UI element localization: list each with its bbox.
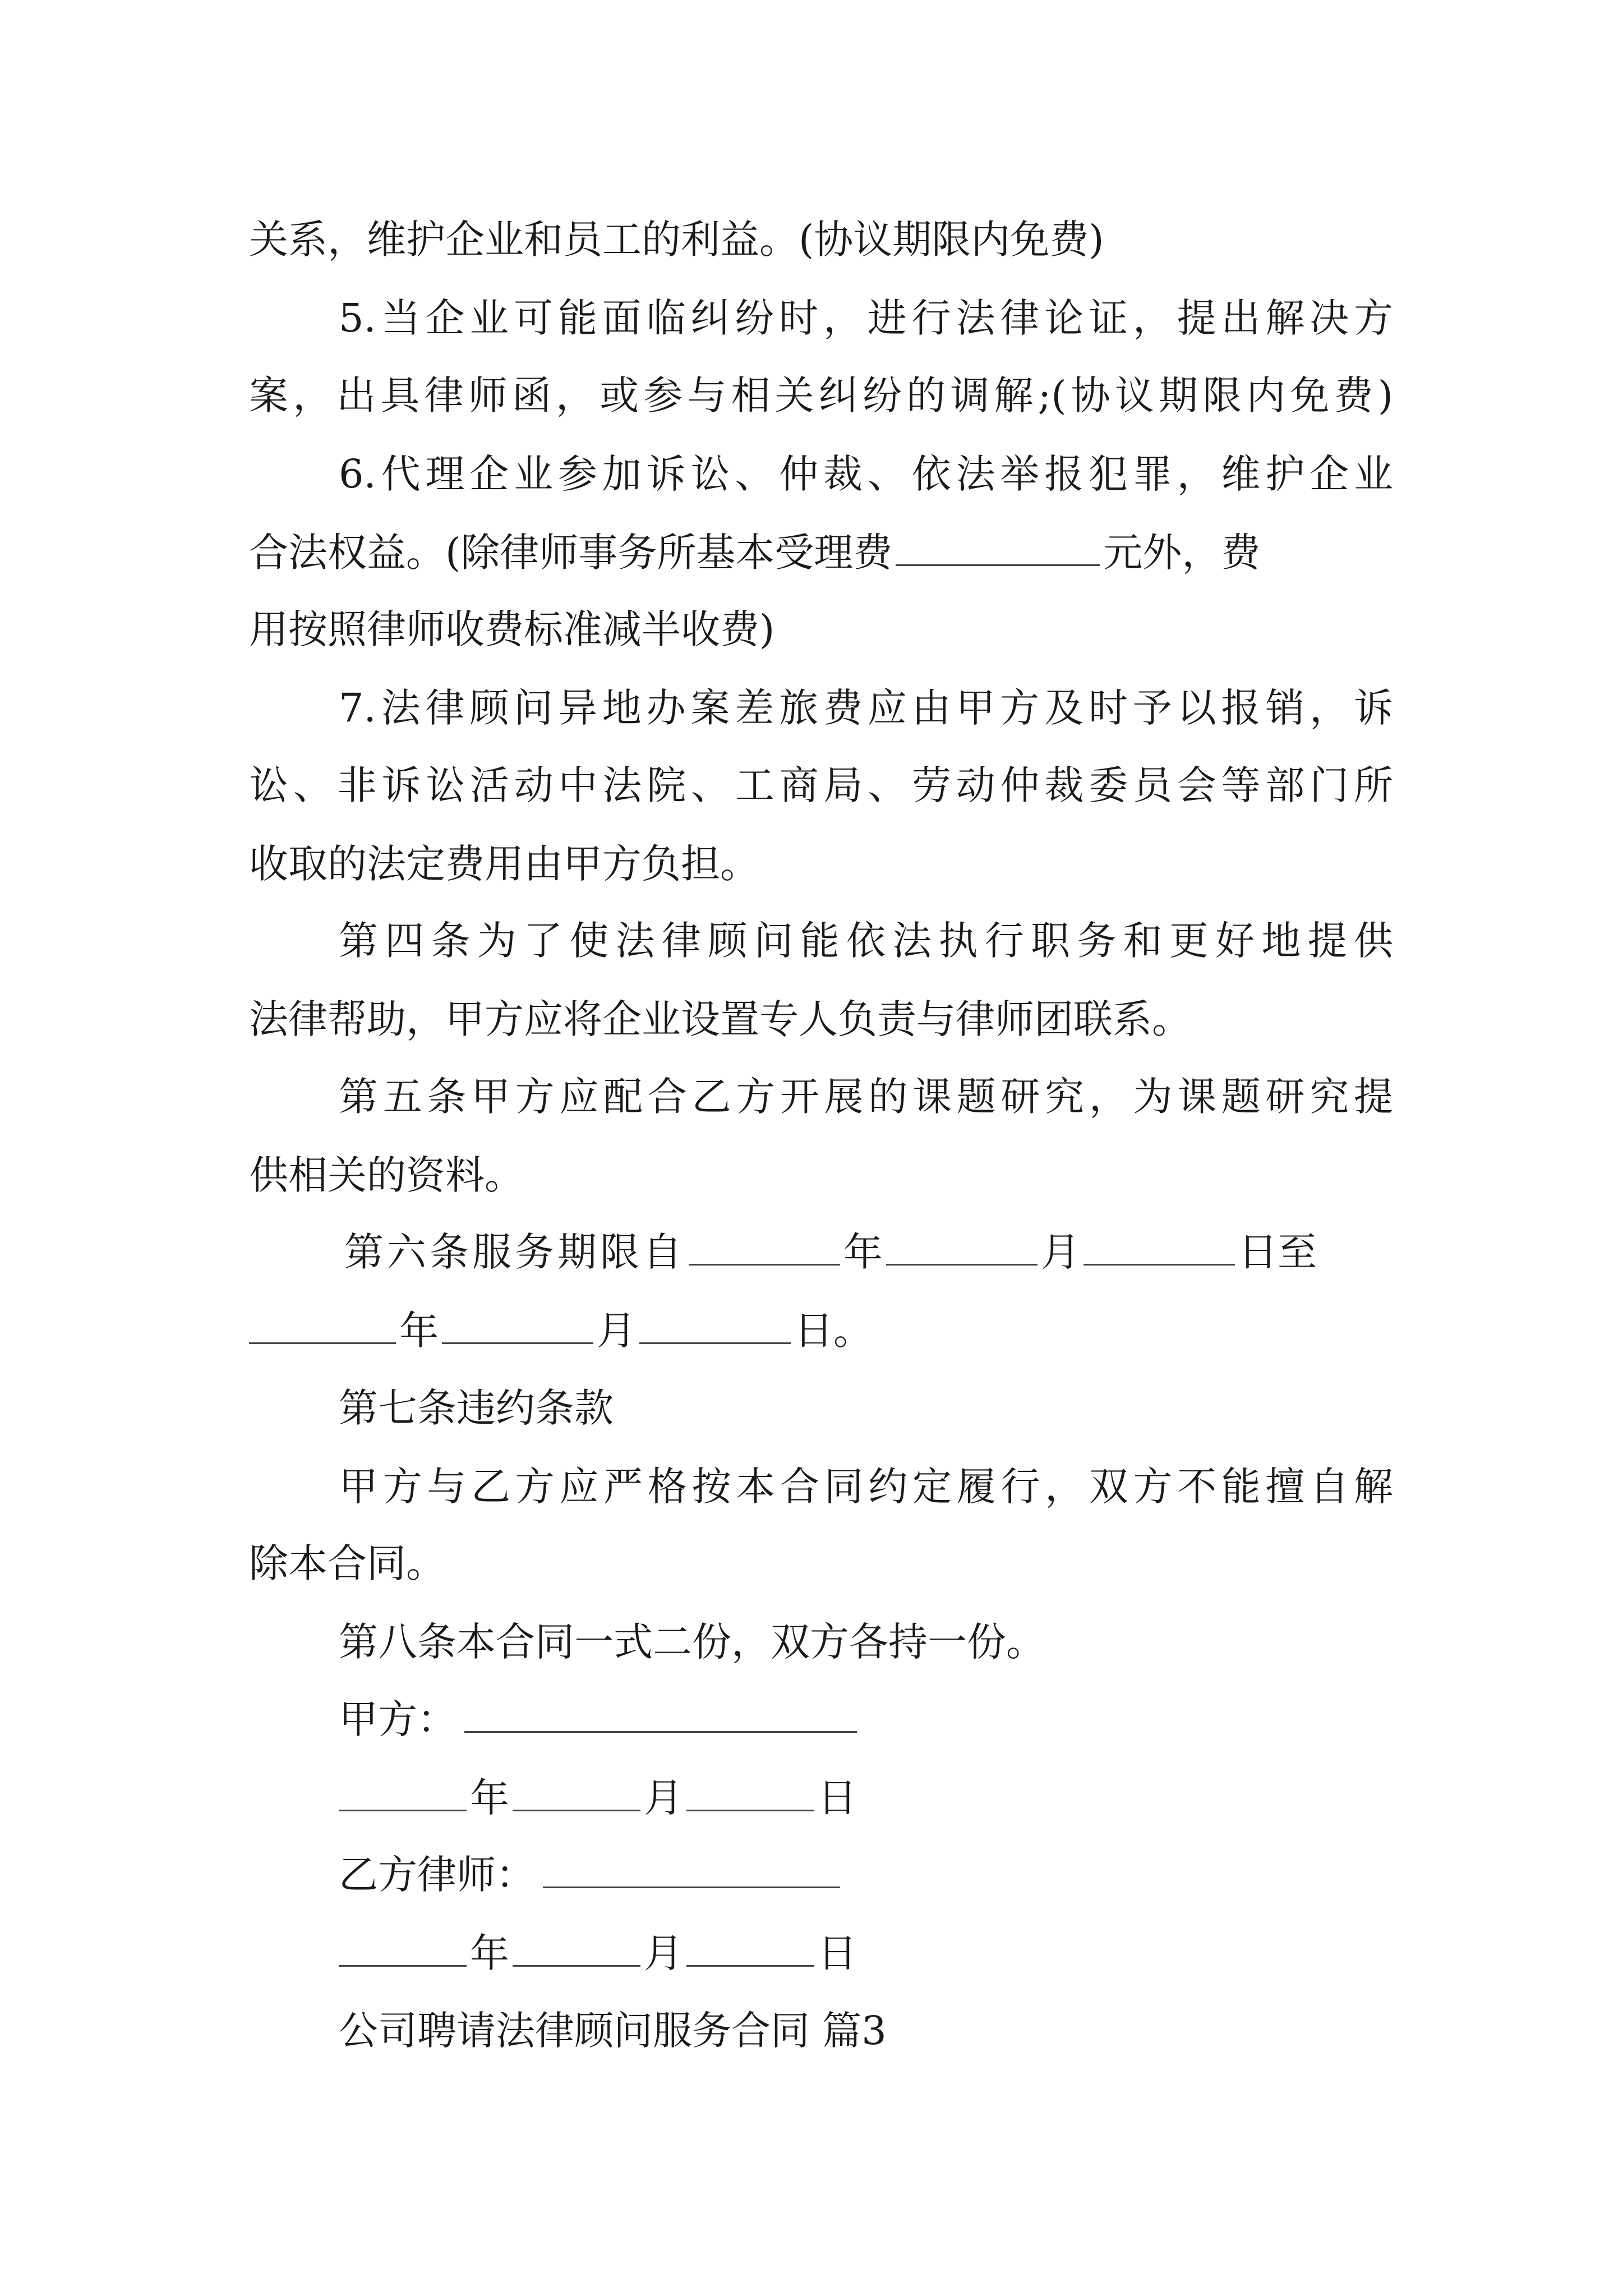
text-line-8: 讼、非诉讼活动中法院、工商局、劳动仲裁委员会等部门所 bbox=[249, 762, 1393, 808]
date-blank bbox=[686, 1770, 814, 1811]
text-line-16: 第七条违约条款 bbox=[339, 1385, 614, 1431]
text-line-4: 6.代理企业参加诉讼、仲裁、依法举报犯罪，维护企业 bbox=[339, 451, 1393, 497]
date-blank bbox=[689, 1225, 840, 1266]
text-segment: 合法权益。(除律师事务所基本受理费 bbox=[249, 530, 893, 576]
date-blank bbox=[513, 1926, 640, 1967]
text-segment: 年 bbox=[470, 1930, 509, 1976]
text-line-14 bbox=[344, 1218, 1393, 1286]
party-b-label: 乙方律师： bbox=[339, 1852, 535, 1898]
text-segment: 日 bbox=[818, 1775, 857, 1821]
text-segment: 日 bbox=[818, 1930, 857, 1976]
date-blank bbox=[339, 1926, 467, 1967]
date-blank bbox=[686, 1926, 814, 1967]
date-blank bbox=[1083, 1225, 1235, 1266]
text-line-3: 案，出具律师函，或参与相关纠纷的调解;(协议期限内免费) bbox=[249, 372, 1393, 418]
text-line-2: 5.当企业可能面临纠纷时，进行法律论证，提出解决方 bbox=[339, 295, 1393, 341]
text-line-17: 甲方与乙方应严格按本合同约定履行，双方不能擅自解 bbox=[339, 1464, 1393, 1510]
text-line-9: 收取的法定费用由甲方负担。 bbox=[249, 841, 759, 887]
text-line-6: 用按照律师收费标准减半收费) bbox=[249, 606, 775, 652]
party-a-date-line bbox=[339, 1764, 1483, 1832]
section-heading: 公司聘请法律顾问服务合同 篇3 bbox=[339, 2008, 887, 2054]
text-line-7: 7.法律顾问异地办案差旅费应由甲方及时予以报销，诉 bbox=[339, 685, 1393, 731]
text-line-11: 法律帮助，甲方应将企业设置专人负责与律师团联系。 bbox=[249, 996, 1191, 1042]
party-a-line bbox=[339, 1686, 1483, 1753]
date-blank bbox=[886, 1225, 1038, 1266]
text-segment: 年 bbox=[843, 1229, 883, 1275]
date-blank bbox=[339, 1770, 467, 1811]
date-blank bbox=[442, 1303, 593, 1344]
text-segment: 日至 bbox=[1238, 1229, 1317, 1275]
text-line-15 bbox=[249, 1297, 1393, 1364]
fee-blank bbox=[896, 525, 1100, 566]
text-segment: 年 bbox=[470, 1775, 509, 1821]
date-blank bbox=[249, 1303, 396, 1344]
text-segment: 年 bbox=[399, 1308, 439, 1354]
party-b-line bbox=[339, 1841, 1483, 1908]
text-segment: 第六条服务期限自 bbox=[344, 1229, 685, 1275]
text-segment: 月 bbox=[644, 1775, 683, 1821]
text-line-5 bbox=[249, 519, 1393, 586]
text-line-1: 关系，维护企业和员工的利益。(协议期限内免费) bbox=[249, 217, 1104, 263]
party-b-signature-blank bbox=[543, 1847, 840, 1888]
text-segment: 元外，费 bbox=[1103, 530, 1261, 576]
text-line-18: 除本合同。 bbox=[249, 1540, 445, 1586]
party-b-date-line bbox=[339, 1920, 1483, 1987]
text-segment: 月 bbox=[644, 1930, 683, 1976]
text-line-19: 第八条本合同一式二份，双方各持一份。 bbox=[339, 1619, 1045, 1665]
text-line-10: 第四条为了使法律顾问能依法执行职务和更好地提供 bbox=[339, 918, 1393, 964]
text-segment: 月 bbox=[1041, 1229, 1080, 1275]
text-segment: 月 bbox=[597, 1308, 636, 1354]
text-line-12: 第五条甲方应配合乙方开展的课题研究，为课题研究提 bbox=[339, 1074, 1393, 1120]
party-a-label: 甲方： bbox=[339, 1696, 457, 1742]
party-a-signature-blank bbox=[464, 1692, 857, 1733]
text-line-13: 供相关的资料。 bbox=[249, 1152, 524, 1198]
text-segment: 日。 bbox=[794, 1308, 873, 1354]
date-blank bbox=[513, 1770, 640, 1811]
date-blank bbox=[639, 1303, 791, 1344]
